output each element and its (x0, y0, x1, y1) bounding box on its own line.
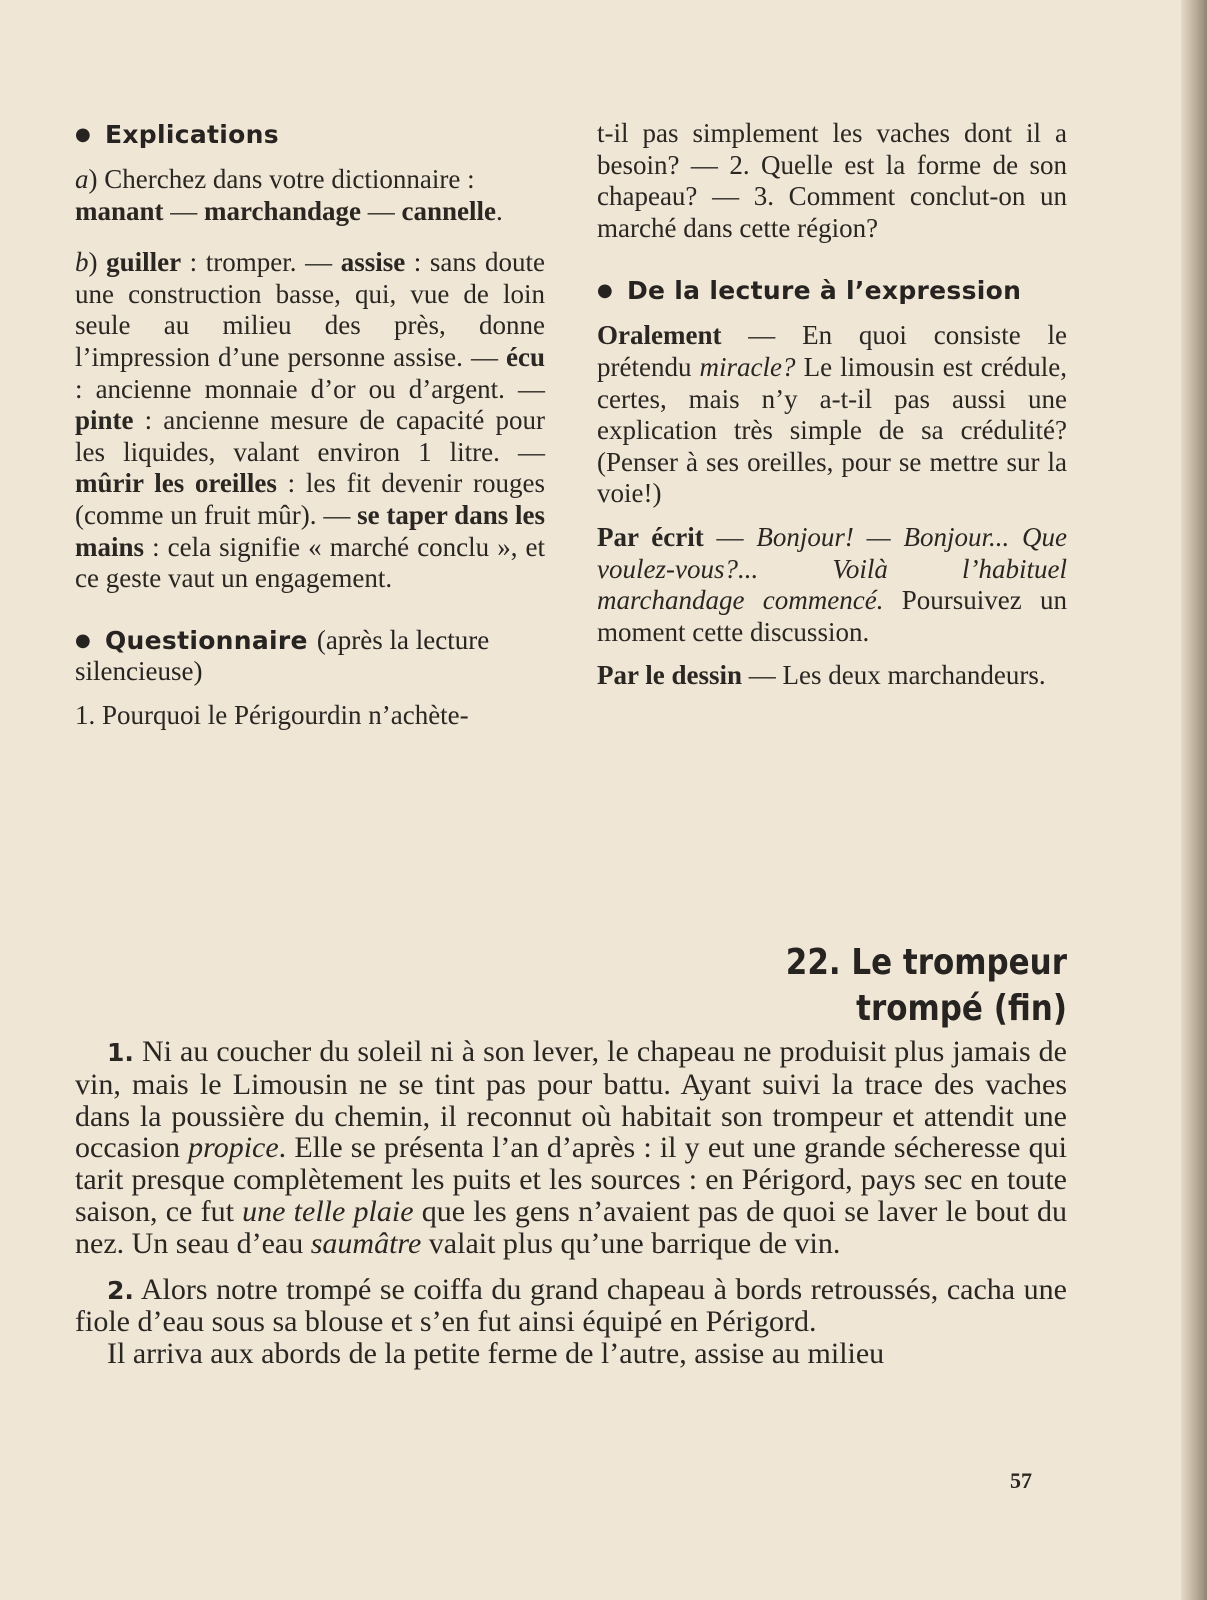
explications-b: b) guiller : tromper. — assise : sans doute une construction basse, qui, vue de loin seule au milieu des près, donne l’impression d’une personne assise. — écu : ancienne monnaie d’or ou d’argent. — pinte : ancienne mesure de capacité pour les liquides, valant environ 1 litre. — mûrir les oreilles : les fit devenir rouges (comme un fruit mûr). — se taper dans les mains : cela signifie « marché conclu », et ce geste vaut un engagement. (75, 247, 546, 594)
question-1-start: 1. Pourquoi le Périgourdin n’achète- (75, 699, 469, 730)
explications-a: a) Cherchez dans votre dictionnaire : manant — marchandage — cannelle. (75, 164, 503, 226)
bullet-icon: ● (597, 280, 614, 302)
story-text (75, 1036, 1067, 1370)
right-column (597, 118, 1067, 692)
question-continuation: t-il pas simplement les vaches dont il a besoin? — 2. Quelle est la forme de son chapeau? — 3. Comment conclut-on un marché dans cette région? (597, 118, 1067, 243)
explications-heading: ● Explications (75, 118, 545, 152)
par-ecrit-paragraph: Par écrit — Bonjour! — Bonjour... Que voulez-vous?... Voilà l’habituel marchandage commencé. Poursuivez un moment cette discussion. (597, 521, 1068, 647)
story-paragraph-3: Il arriva aux abords de la petite ferme de l’autre, assise au milieu (107, 1337, 885, 1371)
left-column (75, 118, 545, 732)
story-paragraph-1: 1. Ni au coucher du soleil ni à son lever, le chapeau ne produisit plus jamais de vin, mais le Limousin ne se tint pas pour battu. Ayant suivi la trace des vaches dans la poussière du chemin, il reconnut où habitait son trompeur et attendit une occasion propice. Elle se présenta l’an d’après : il y eut une grande sécheresse qui tarit presque complètement les puits et les sources : en Périgord, pays sec en toute saison, ce fut une telle plaie que les gens n’avaient pas de quoi se laver le bout du nez. Un seau d’eau saumâtre valait plus qu’une barrique de vin. (75, 1035, 1068, 1260)
bullet-icon: ● (75, 629, 92, 651)
page-edge-shadow (1181, 0, 1207, 1600)
chapter-title: 22. Le trompeur trompé (fin) (785, 942, 1067, 1029)
bullet-icon: ● (75, 124, 92, 145)
story-paragraph-2: 2. Alors notre trompé se coiffa du grand chapeau à bords retroussés, cacha une fiole d’eau sous sa blouse et s’en fut ainsi équipé en Périgord. (75, 1272, 1067, 1339)
expression-heading: ● De la lecture à l’expression (597, 274, 1067, 308)
questionnaire-heading: ● Questionnaire (après la lecture silencieuse) (75, 624, 490, 687)
oralement-paragraph: Oralement — En quoi consiste le prétendu miracle? Le limousin est crédule, certes, mais n’y a-t-il pas aussi une explication très simple de sa crédulité? (Penser à ses oreilles, pour se mettre sur la voie!) (597, 320, 1068, 509)
par-le-dessin-paragraph: Par le dessin — Les deux marchandeurs. (597, 660, 1046, 691)
page-number: 57 (1010, 1468, 1032, 1493)
